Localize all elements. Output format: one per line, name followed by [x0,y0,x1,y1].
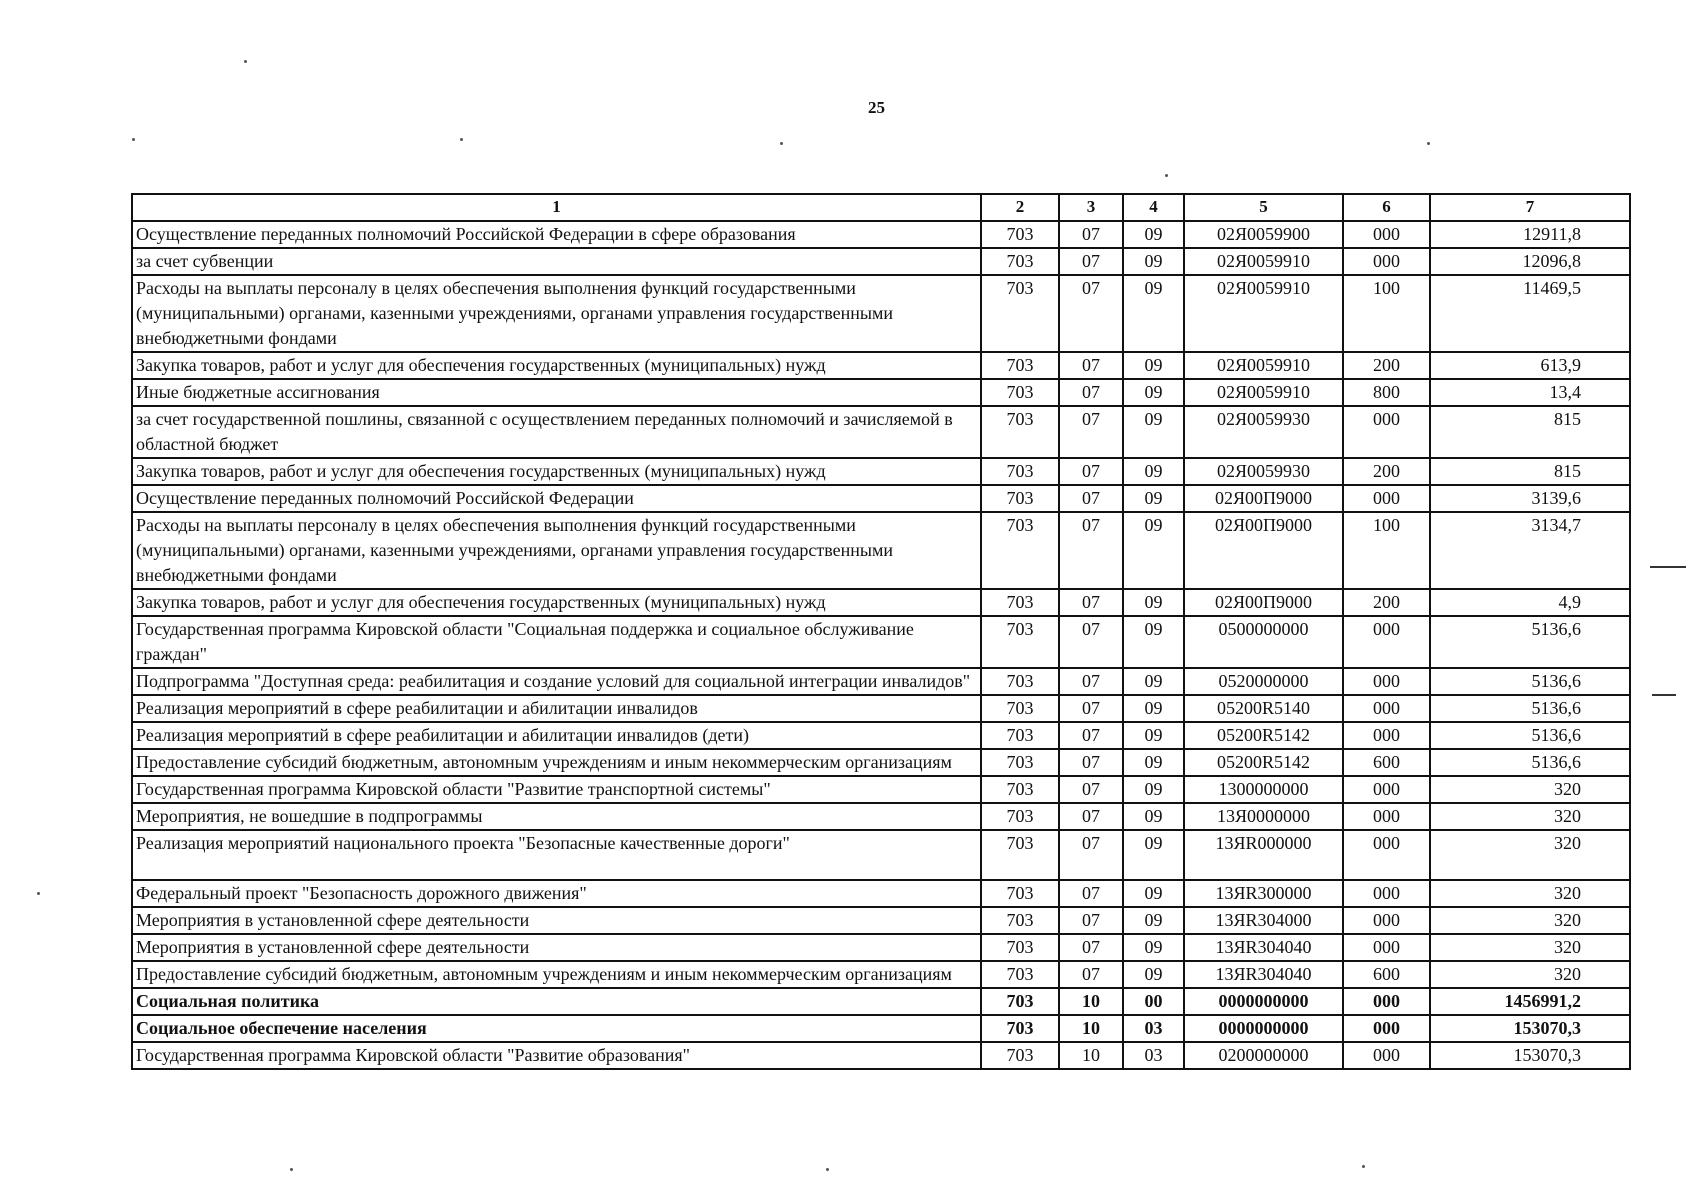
row-ministry-code: 703 [981,749,1059,776]
row-expense-type: 000 [1343,722,1430,749]
row-subsection-code: 09 [1123,934,1184,961]
row-name: Расходы на выплаты персоналу в целях обеспечения выполнения функций государственными (муниципальными) органами, казенными учреждениями, органами управления государственными внебюджетными фондами [132,512,981,589]
row-expense-type: 800 [1343,379,1430,406]
column-header-target-article: 5 [1184,194,1343,221]
row-name: Осуществление переданных полномочий Российской Федерации в сфере образования [132,221,981,248]
row-target-article: 02Я00П9000 [1184,512,1343,589]
row-section-code: 07 [1059,749,1123,776]
row-ministry-code: 703 [981,406,1059,458]
row-ministry-code: 703 [981,458,1059,485]
row-target-article: 02Я0059910 [1184,352,1343,379]
row-expense-type: 100 [1343,275,1430,352]
column-header-section: 3 [1059,194,1123,221]
row-subsection-code: 09 [1123,722,1184,749]
row-ministry-code: 703 [981,589,1059,616]
row-name: за счет субвенции [132,248,981,275]
row-target-article: 13Я0000000 [1184,803,1343,830]
row-target-article: 05200R5140 [1184,695,1343,722]
row-amount: 320 [1430,907,1630,934]
row-amount: 3134,7 [1430,512,1630,589]
row-ministry-code: 703 [981,379,1059,406]
table-row [132,275,1630,352]
row-expense-type: 000 [1343,934,1430,961]
table-body [132,221,1630,1069]
row-amount: 320 [1430,776,1630,803]
row-target-article: 02Я00П9000 [1184,589,1343,616]
row-name: Подпрограмма "Доступная среда: реабилитация и создание условий для социальной интеграции инвалидов" [132,668,981,695]
row-section-code: 07 [1059,776,1123,803]
row-section-code: 07 [1059,722,1123,749]
row-expense-type: 000 [1343,907,1430,934]
row-expense-type: 000 [1343,880,1430,907]
row-name: Мероприятия в установленной сфере деятельности [132,934,981,961]
row-subsection-code: 09 [1123,880,1184,907]
row-section-code: 07 [1059,512,1123,589]
table-row [132,749,1630,776]
row-section-code: 07 [1059,616,1123,668]
table-row [132,485,1630,512]
column-header-amount: 7 [1430,194,1630,221]
row-amount: 320 [1430,880,1630,907]
row-ministry-code: 703 [981,512,1059,589]
row-name: Расходы на выплаты персоналу в целях обеспечения выполнения функций государственными (муниципальными) органами, казенными учреждениями, органами управления государственными внебюджетными фондами [132,275,981,352]
row-subsection-code: 09 [1123,749,1184,776]
row-subsection-code: 09 [1123,352,1184,379]
row-subsection-code: 09 [1123,379,1184,406]
row-expense-type: 000 [1343,803,1430,830]
row-section-code: 07 [1059,221,1123,248]
row-expense-type: 000 [1343,830,1430,880]
row-ministry-code: 703 [981,880,1059,907]
row-amount: 13,4 [1430,379,1630,406]
row-section-code: 07 [1059,803,1123,830]
row-ministry-code: 703 [981,722,1059,749]
row-subsection-code: 09 [1123,221,1184,248]
row-name: Реализация мероприятий национального проекта "Безопасные качественные дороги" [132,830,981,880]
row-ministry-code: 703 [981,776,1059,803]
scan-speck [290,1168,293,1171]
scan-speck [1165,174,1168,177]
scan-speck [1362,1165,1365,1168]
scan-speck [460,138,463,141]
row-ministry-code: 703 [981,934,1059,961]
row-section-code: 10 [1059,1042,1123,1069]
row-expense-type: 200 [1343,458,1430,485]
table-row [132,458,1630,485]
row-amount: 5136,6 [1430,616,1630,668]
row-amount: 11469,5 [1430,275,1630,352]
row-name: Предоставление субсидий бюджетным, автономным учреждениям и иным некоммерческим организациям [132,749,981,776]
row-amount: 1456991,2 [1430,988,1630,1015]
table-row [132,248,1630,275]
row-section-code: 07 [1059,248,1123,275]
row-name: Закупка товаров, работ и услуг для обеспечения государственных (муниципальных) нужд [132,589,981,616]
table-row [132,988,1630,1015]
table-row [132,830,1630,880]
row-name: Иные бюджетные ассигнования [132,379,981,406]
row-name: Реализация мероприятий в сфере реабилитации и абилитации инвалидов (дети) [132,722,981,749]
table-row [132,616,1630,668]
row-amount: 4,9 [1430,589,1630,616]
row-expense-type: 000 [1343,776,1430,803]
table-row [132,379,1630,406]
row-expense-type: 100 [1343,512,1430,589]
row-subsection-code: 09 [1123,458,1184,485]
table-row [132,1015,1630,1042]
row-ministry-code: 703 [981,248,1059,275]
row-section-code: 07 [1059,406,1123,458]
row-target-article: 0000000000 [1184,988,1343,1015]
row-target-article: 0520000000 [1184,668,1343,695]
row-name: Государственная программа Кировской области "Развитие транспортной системы" [132,776,981,803]
scan-speck [244,60,247,63]
table-row [132,907,1630,934]
row-name: Мероприятия, не вошедшие в подпрограммы [132,803,981,830]
row-name: Мероприятия в установленной сфере деятельности [132,907,981,934]
row-expense-type: 000 [1343,1015,1430,1042]
header-row [132,194,1630,221]
row-ministry-code: 703 [981,695,1059,722]
row-target-article: 1300000000 [1184,776,1343,803]
row-ministry-code: 703 [981,830,1059,880]
row-target-article: 02Я0059930 [1184,406,1343,458]
row-expense-type: 000 [1343,485,1430,512]
row-expense-type: 000 [1343,616,1430,668]
table-row [132,776,1630,803]
row-name: Предоставление субсидий бюджетным, автономным учреждениям и иным некоммерческим организациям [132,961,981,988]
row-subsection-code: 09 [1123,668,1184,695]
row-name: Реализация мероприятий в сфере реабилитации и абилитации инвалидов [132,695,981,722]
row-amount: 5136,6 [1430,668,1630,695]
row-name: Государственная программа Кировской области "Развитие образования" [132,1042,981,1069]
row-ministry-code: 703 [981,275,1059,352]
table-row [132,512,1630,589]
row-amount: 320 [1430,961,1630,988]
row-target-article: 13ЯR000000 [1184,830,1343,880]
row-subsection-code: 09 [1123,695,1184,722]
row-subsection-code: 09 [1123,589,1184,616]
scan-speck [37,892,40,895]
row-section-code: 07 [1059,379,1123,406]
table-row [132,961,1630,988]
row-amount: 12096,8 [1430,248,1630,275]
row-ministry-code: 703 [981,352,1059,379]
row-target-article: 02Я0059900 [1184,221,1343,248]
row-amount: 613,9 [1430,352,1630,379]
table-row [132,722,1630,749]
scan-speck [826,1168,829,1171]
row-expense-type: 000 [1343,406,1430,458]
row-target-article: 13ЯR304000 [1184,907,1343,934]
scan-speck [1427,142,1430,145]
row-target-article: 13ЯR300000 [1184,880,1343,907]
row-amount: 5136,6 [1430,695,1630,722]
row-amount: 153070,3 [1430,1015,1630,1042]
table-row [132,1042,1630,1069]
table-row [132,589,1630,616]
row-subsection-code: 09 [1123,907,1184,934]
row-ministry-code: 703 [981,616,1059,668]
row-subsection-code: 09 [1123,776,1184,803]
row-subsection-code: 09 [1123,830,1184,880]
row-subsection-code: 09 [1123,616,1184,668]
row-amount: 5136,6 [1430,722,1630,749]
row-section-code: 07 [1059,458,1123,485]
row-name: Государственная программа Кировской области "Социальная поддержка и социальное обслуживание граждан" [132,616,981,668]
row-expense-type: 200 [1343,352,1430,379]
row-ministry-code: 703 [981,803,1059,830]
row-ministry-code: 703 [981,961,1059,988]
row-section-code: 07 [1059,695,1123,722]
row-subsection-code: 09 [1123,406,1184,458]
row-ministry-code: 703 [981,1015,1059,1042]
row-amount: 3139,6 [1430,485,1630,512]
row-expense-type: 000 [1343,221,1430,248]
row-subsection-code: 03 [1123,1042,1184,1069]
row-subsection-code: 03 [1123,1015,1184,1042]
row-expense-type: 000 [1343,668,1430,695]
row-amount: 320 [1430,803,1630,830]
table-row [132,880,1630,907]
row-section-code: 07 [1059,934,1123,961]
row-expense-type: 000 [1343,1042,1430,1069]
row-subsection-code: 09 [1123,803,1184,830]
row-section-code: 07 [1059,589,1123,616]
row-expense-type: 000 [1343,695,1430,722]
budget-table-container [131,193,1629,1070]
row-target-article: 13ЯR304040 [1184,934,1343,961]
row-subsection-code: 09 [1123,961,1184,988]
row-target-article: 0200000000 [1184,1042,1343,1069]
row-target-article: 02Я0059930 [1184,458,1343,485]
row-section-code: 07 [1059,880,1123,907]
row-target-article: 02Я00П9000 [1184,485,1343,512]
row-section-code: 07 [1059,485,1123,512]
row-target-article: 02Я0059910 [1184,379,1343,406]
row-ministry-code: 703 [981,668,1059,695]
row-expense-type: 000 [1343,248,1430,275]
row-subsection-code: 09 [1123,485,1184,512]
row-section-code: 07 [1059,961,1123,988]
table-row [132,352,1630,379]
row-ministry-code: 703 [981,988,1059,1015]
table-row [132,803,1630,830]
row-expense-type: 600 [1343,961,1430,988]
row-expense-type: 600 [1343,749,1430,776]
page-number: 25 [868,98,885,117]
column-header-name: 1 [132,194,981,221]
row-target-article: 02Я0059910 [1184,275,1343,352]
scan-mark [1650,566,1686,568]
row-name: за счет государственной пошлины, связанной с осуществлением переданных полномочий и зачисляемой в областной бюджет [132,406,981,458]
row-name: Социальная политика [132,988,981,1015]
budget-table [131,193,1631,1070]
row-amount: 12911,8 [1430,221,1630,248]
row-amount: 320 [1430,830,1630,880]
row-target-article: 0000000000 [1184,1015,1343,1042]
row-ministry-code: 703 [981,1042,1059,1069]
row-ministry-code: 703 [981,485,1059,512]
row-subsection-code: 09 [1123,248,1184,275]
row-target-article: 02Я0059910 [1184,248,1343,275]
row-section-code: 07 [1059,275,1123,352]
row-expense-type: 200 [1343,589,1430,616]
row-subsection-code: 09 [1123,275,1184,352]
row-name: Федеральный проект "Безопасность дорожного движения" [132,880,981,907]
row-expense-type: 000 [1343,988,1430,1015]
scan-speck [780,142,783,145]
row-name: Социальное обеспечение населения [132,1015,981,1042]
row-section-code: 07 [1059,907,1123,934]
row-subsection-code: 00 [1123,988,1184,1015]
row-target-article: 05200R5142 [1184,722,1343,749]
row-section-code: 10 [1059,988,1123,1015]
row-section-code: 10 [1059,1015,1123,1042]
row-name: Осуществление переданных полномочий Российской Федерации [132,485,981,512]
row-name: Закупка товаров, работ и услуг для обеспечения государственных (муниципальных) нужд [132,352,981,379]
row-section-code: 07 [1059,668,1123,695]
column-header-ministry: 2 [981,194,1059,221]
row-amount: 153070,3 [1430,1042,1630,1069]
row-name: Закупка товаров, работ и услуг для обеспечения государственных (муниципальных) нужд [132,458,981,485]
row-target-article: 0500000000 [1184,616,1343,668]
table-row [132,934,1630,961]
row-section-code: 07 [1059,830,1123,880]
row-amount: 815 [1430,458,1630,485]
table-row [132,221,1630,248]
row-amount: 5136,6 [1430,749,1630,776]
scan-mark [1652,694,1676,696]
row-target-article: 13ЯR304040 [1184,961,1343,988]
row-amount: 320 [1430,934,1630,961]
row-ministry-code: 703 [981,907,1059,934]
table-row [132,668,1630,695]
table-row [132,695,1630,722]
scan-speck [132,138,135,141]
column-header-subsection: 4 [1123,194,1184,221]
table-row [132,406,1630,458]
row-subsection-code: 09 [1123,512,1184,589]
row-target-article: 05200R5142 [1184,749,1343,776]
column-header-expense-type: 6 [1343,194,1430,221]
row-ministry-code: 703 [981,221,1059,248]
row-amount: 815 [1430,406,1630,458]
row-section-code: 07 [1059,352,1123,379]
